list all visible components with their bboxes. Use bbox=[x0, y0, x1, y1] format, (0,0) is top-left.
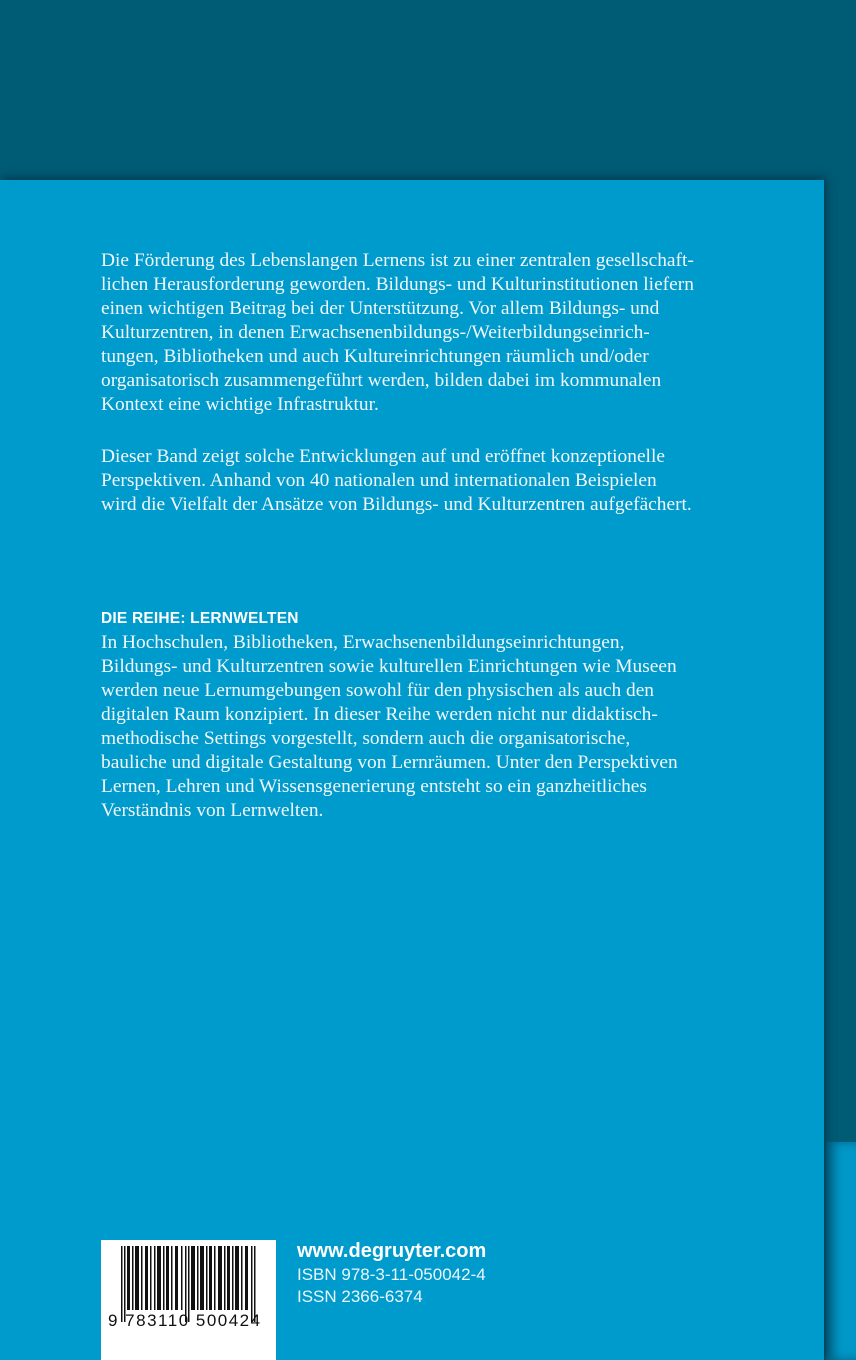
text-line: Perspektiven. Anhand von 40 nationalen und internationalen Beispielen bbox=[101, 470, 657, 491]
issn: ISSN 2366-6374 bbox=[297, 1287, 423, 1306]
blurb-paragraph-1 bbox=[101, 249, 781, 417]
text-line: einen wichtigen Beitrag bei der Unterstützung. Vor allem Bildungs- und bbox=[101, 298, 660, 319]
text-line: wird die Vielfalt der Ansätze von Bildungs- und Kulturzentren aufgefächert. bbox=[101, 494, 692, 515]
text-line: lichen Herausforderung geworden. Bildungs- und Kulturinstitutionen liefern bbox=[101, 274, 694, 295]
text-line: bauliche und digitale Gestaltung von Lernräumen. Unter den Perspektiven bbox=[101, 752, 678, 773]
isbn: ISBN 978-3-11-050042-4 bbox=[297, 1265, 486, 1284]
text-line: Kulturzentren, in denen Erwachsenenbildungs-/Weiterbildungseinrich- bbox=[101, 322, 650, 343]
text-line: Die Förderung des Lebenslangen Lernens ist zu einer zentralen gesellschaft- bbox=[101, 250, 694, 271]
text-line: In Hochschulen, Bibliotheken, Erwachsenenbildungseinrichtungen, bbox=[101, 632, 625, 653]
text-line: werden neue Lernumgebungen sowohl für den physischen als auch den bbox=[101, 680, 655, 701]
series-title: DIE REIHE: LERNWELTEN bbox=[101, 610, 299, 627]
blurb-paragraph-2 bbox=[101, 445, 781, 517]
text-line: organisatorisch zusammengeführt werden, bilden dabei im kommunalen bbox=[101, 370, 662, 391]
text-line: Kontext eine wichtige Infrastruktur. bbox=[101, 394, 379, 415]
barcode-digits: 9 783110 500424 bbox=[108, 1311, 262, 1330]
publisher-url[interactable]: www.degruyter.com bbox=[297, 1240, 487, 1262]
barcode bbox=[101, 1240, 276, 1360]
text-line: tungen, Bibliotheken und auch Kultureinrichtungen räumlich und/oder bbox=[101, 346, 649, 367]
text-line: Dieser Band zeigt solche Entwicklungen auf und eröffnet konzeptionelle bbox=[101, 446, 665, 467]
cover-edge-strip bbox=[826, 1142, 856, 1360]
text-line: Lernen, Lehren und Wissensgenerierung entsteht so ein ganzheitliches bbox=[101, 776, 647, 797]
text-line: Verständnis von Lernwelten. bbox=[101, 800, 324, 821]
text-line: Bildungs- und Kulturzentren sowie kulturellen Einrichtungen wie Museen bbox=[101, 656, 677, 677]
text-line: methodische Settings vorgestellt, sondern auch die organisatorische, bbox=[101, 728, 631, 749]
text-line: digitalen Raum konzipiert. In dieser Reihe werden nicht nur didaktisch- bbox=[101, 704, 658, 725]
publisher-info bbox=[297, 1238, 486, 1308]
series-paragraph bbox=[101, 631, 781, 823]
